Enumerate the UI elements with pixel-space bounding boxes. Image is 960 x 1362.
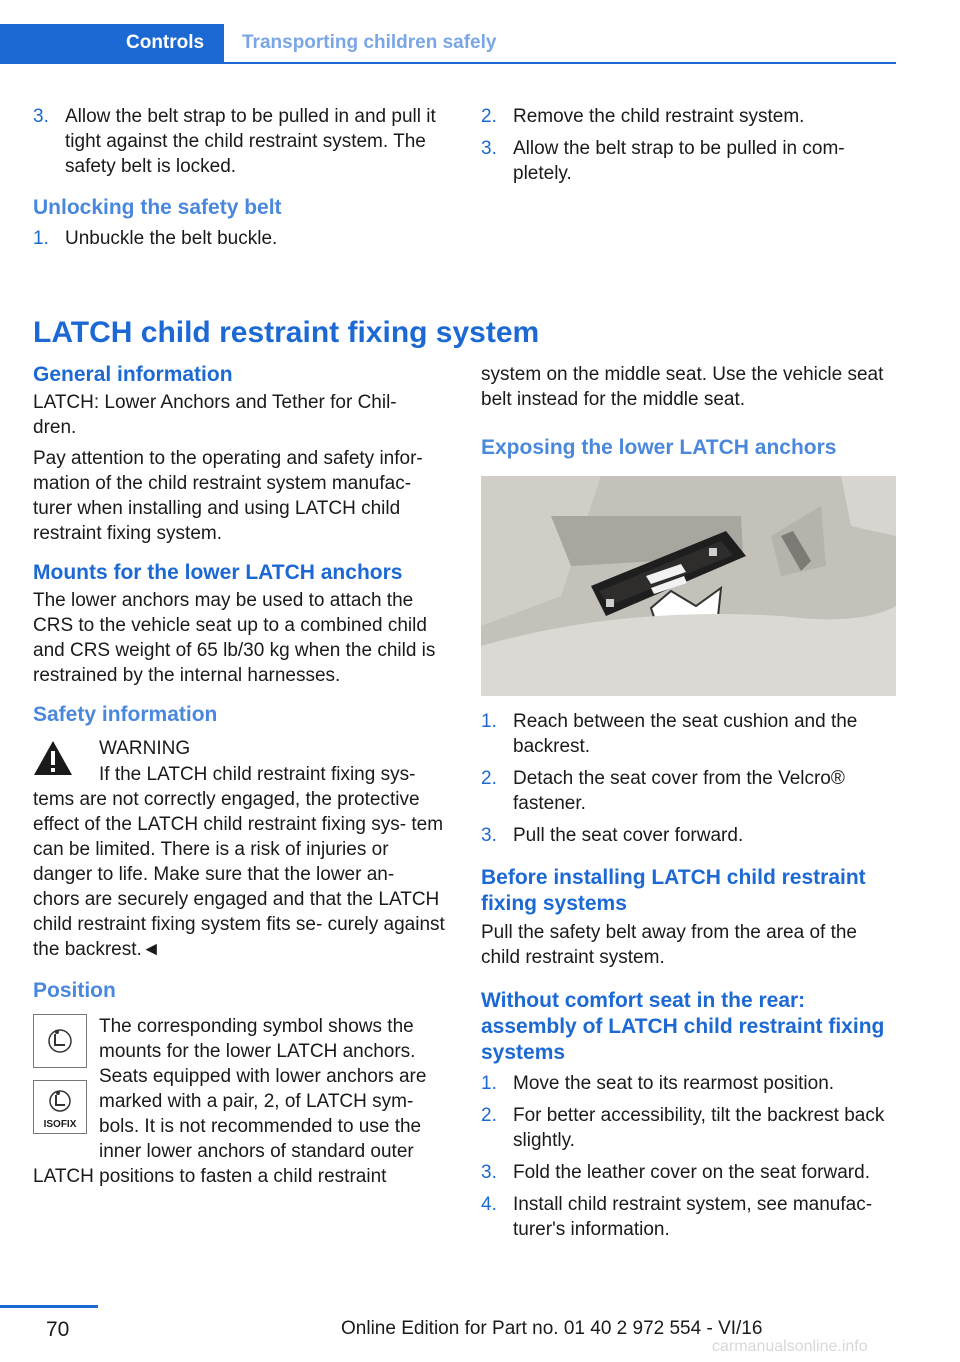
- list-text: Reach between the seat cushion and the backrest.: [513, 711, 858, 757]
- top-right-column: [481, 104, 896, 193]
- list-number: 1.: [481, 1073, 497, 1094]
- top-left-column: [33, 104, 445, 258]
- list-text: Move the seat to its rearmost position.: [513, 1073, 835, 1094]
- general-paragraph-2: Pay attention to the operating and safety infor‐ mation of the child restraint system manufac‐ turer when installing and using LATCH child restraint fixing system.: [33, 448, 423, 544]
- list-text: Install child restraint system, see manufac‐ turer's information.: [513, 1194, 873, 1240]
- list-text: For better accessibility, tilt the backrest back slightly.: [513, 1105, 885, 1151]
- list-number: 2.: [481, 106, 497, 127]
- list-number: 3.: [481, 825, 497, 846]
- isofix-label: ISOFIX: [43, 1119, 77, 1130]
- tab-transporting-children[interactable]: Transporting children safely: [242, 32, 497, 53]
- mounts-heading: Mounts for the lower LATCH anchors: [33, 561, 403, 584]
- list-number: 2.: [481, 1105, 497, 1126]
- main-right-column: [481, 362, 896, 1249]
- list-item: [481, 823, 896, 848]
- chapter-tabbar: [0, 24, 896, 64]
- unlocking-heading: Unlocking the safety belt: [33, 196, 282, 219]
- list-number: 4.: [481, 1194, 497, 1215]
- list-item: [481, 1103, 896, 1153]
- list-item: [33, 226, 445, 251]
- position-paragraph: The corresponding symbol shows the mounts for the lower LATCH anchors. Seats equipped with lower anchors are marked with a pair, 2, of LATCH sym‐ bols. It is not recommended to use the inner lower anchors of standard outer: [99, 1016, 427, 1162]
- list-item: [481, 709, 896, 759]
- main-left-column: [33, 362, 445, 1189]
- without-comfort-seat-heading: Without comfort seat in the rear: assembly of LATCH child restraint fixing systems: [481, 989, 885, 1064]
- exposing-heading: Exposing the lower LATCH anchors: [481, 436, 837, 459]
- list-text: Allow the belt strap to be pulled in and pull it tight against the child restraint system. The safety belt is locked.: [65, 106, 436, 177]
- list-number: 3.: [481, 1162, 497, 1183]
- before-installing-heading: Before installing LATCH child restraint fixing systems: [481, 866, 866, 915]
- tab-controls[interactable]: Controls: [0, 24, 224, 62]
- list-text: Remove the child restraint system.: [513, 106, 805, 127]
- footer-accent-line: [0, 1305, 98, 1308]
- list-item: [481, 1192, 896, 1242]
- position-tail: LATCH positions to fasten a child restraint: [33, 1166, 387, 1187]
- general-information-heading: General information: [33, 363, 233, 386]
- position-icons: [33, 1014, 91, 1146]
- edition-note: Online Edition for Part no. 01 40 2 972 554 - VI/16: [341, 1318, 763, 1339]
- list-text: Detach the seat cover from the Velcro® fastener.: [513, 768, 845, 814]
- list-text: Unbuckle the belt buckle.: [65, 228, 278, 249]
- seat-anchor-photo: [481, 476, 896, 696]
- watermark: carmanualsonline.info: [712, 1338, 868, 1355]
- warning-label: WARNING: [99, 738, 191, 759]
- warning-triangle-icon: [33, 740, 73, 776]
- list-number: 1.: [481, 711, 497, 732]
- safety-information-heading: Safety information: [33, 703, 218, 726]
- section-title: LATCH child restraint fixing system: [33, 316, 540, 349]
- list-item: [481, 1160, 896, 1185]
- position-block: [33, 1014, 445, 1164]
- list-number: 3.: [481, 138, 497, 159]
- list-text: Pull the seat cover forward.: [513, 825, 744, 846]
- position-heading: Position: [33, 979, 116, 1002]
- list-text: Allow the belt strap to be pulled in com‐ pletely.: [513, 138, 845, 184]
- page-number: 70: [46, 1318, 70, 1341]
- general-paragraph-1: LATCH: Lower Anchors and Tether for Chil‐ dren.: [33, 392, 397, 438]
- isofix-symbol-icon: [33, 1080, 87, 1134]
- list-item: [33, 104, 445, 179]
- warning-text: tems are not correctly engaged, the protective effect of the LATCH child restraint fixing sys‐ tem can be limited. There is a risk of injuries or danger to life. Make sure that the lower an‐ chors are securely engaged and that the LATCH child restraint fixing system fits se‐ curely against the backrest.◄: [33, 789, 445, 960]
- before-installing-paragraph: Pull the safety belt away from the area of the child restraint system.: [481, 922, 857, 968]
- list-number: 2.: [481, 768, 497, 789]
- list-item: [481, 766, 896, 816]
- list-text: Fold the leather cover on the seat forward.: [513, 1162, 870, 1183]
- mounts-paragraph: The lower anchors may be used to attach the CRS to the vehicle seat up to a combined child and CRS weight of 65 lb/30 kg when the child is restrained by the internal harnesses.: [33, 590, 436, 686]
- warning-block: [33, 736, 445, 962]
- list-number: 1.: [33, 228, 49, 249]
- continued-paragraph: system on the middle seat. Use the vehicle seat belt instead for the middle seat.: [481, 364, 884, 410]
- latch-symbol-icon: [33, 1014, 87, 1068]
- list-number: 3.: [33, 106, 49, 127]
- list-item: [481, 136, 896, 186]
- list-item: [481, 104, 896, 129]
- list-item: [481, 1071, 896, 1096]
- warning-first-line: If the LATCH child restraint fixing sys‐: [99, 764, 416, 785]
